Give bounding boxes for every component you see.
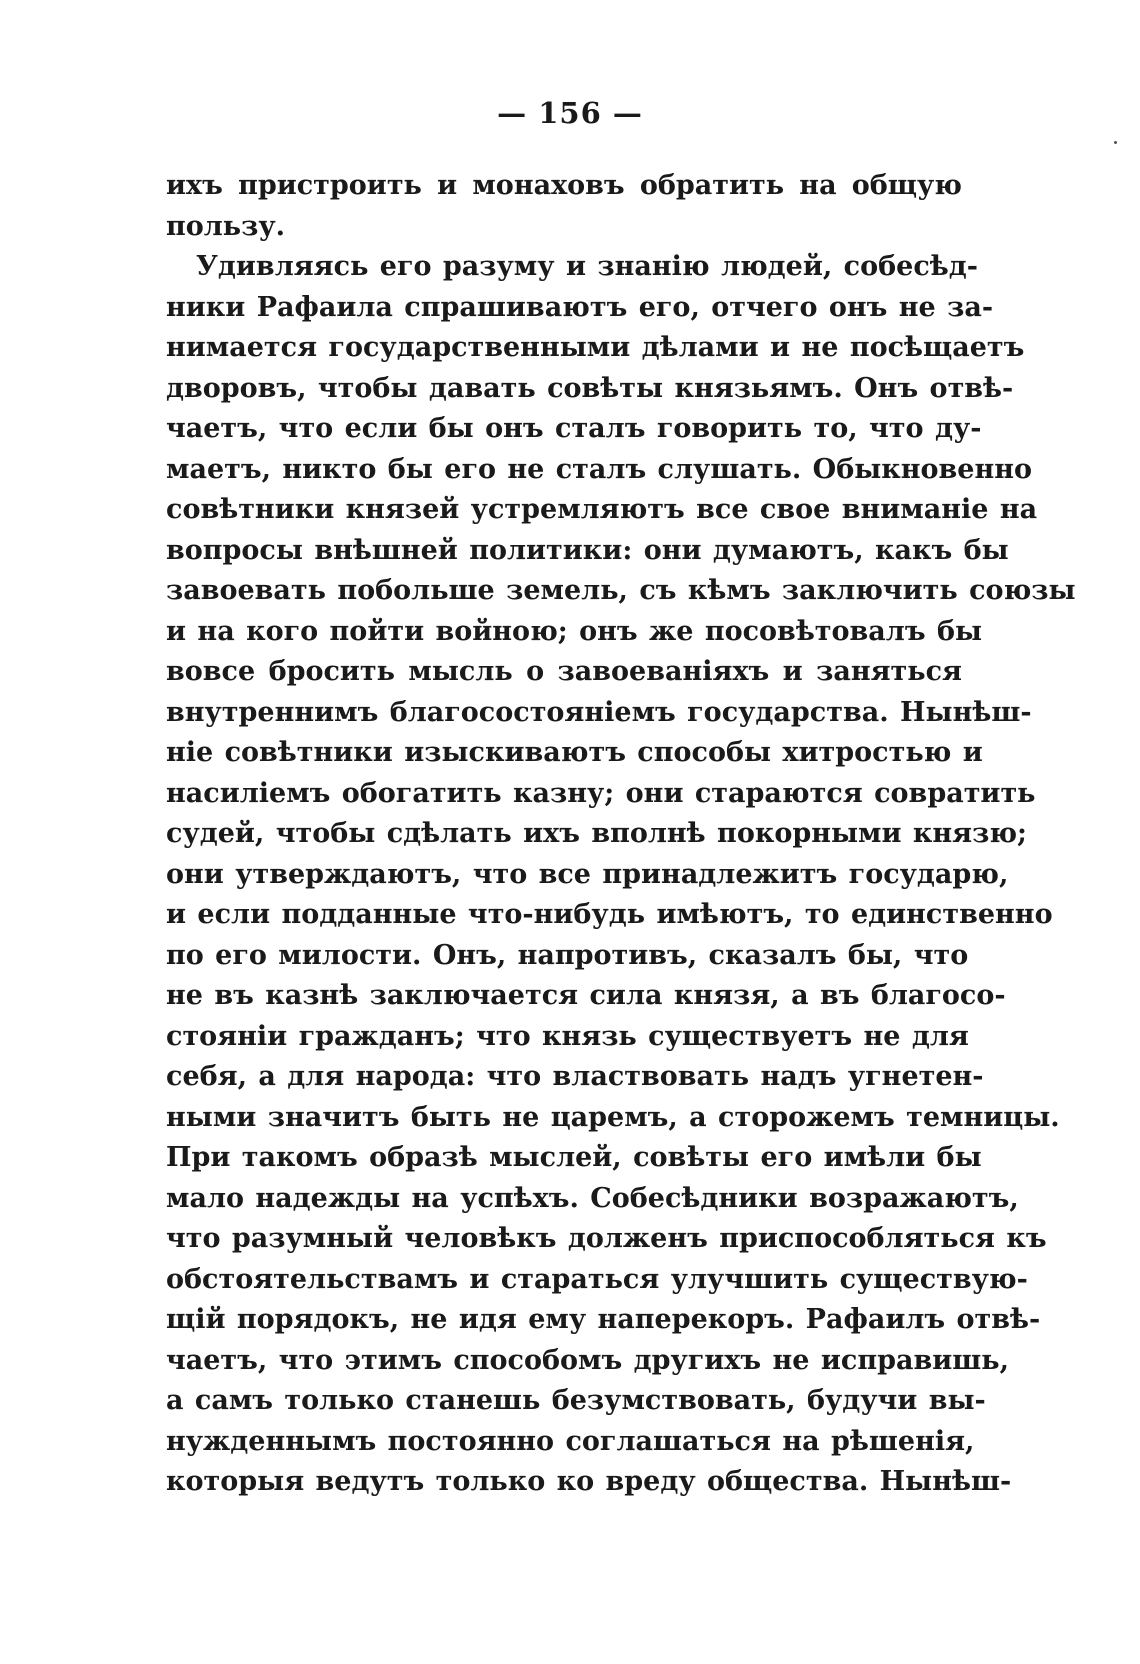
text-line: совѣтники князей устремляютъ все свое вниманіе на bbox=[166, 494, 1038, 525]
text-line: мало надежды на успѣхъ. Собесѣдники возражаютъ, bbox=[166, 1182, 1019, 1214]
text-line: которыя ведутъ только ко вреду общества. Нынѣш- bbox=[166, 1466, 1012, 1497]
text-line: а самъ только станешь безумствовать, будучи вы- bbox=[166, 1385, 986, 1416]
text-line: щій порядокъ, не идя ему наперекоръ. Рафаилъ отвѣ- bbox=[166, 1304, 1041, 1335]
text-line: ніе совѣтники изыскиваютъ способы хитростью и bbox=[166, 737, 983, 768]
text-line: внутреннимъ благосостояніемъ государства. Нынѣш- bbox=[166, 696, 1032, 728]
text-line: насиліемъ обогатить казну; они стараются совратить bbox=[166, 777, 1036, 809]
text-line: и если подданные что-нибудь имѣютъ, то единственно bbox=[166, 899, 1053, 930]
scan-speck bbox=[1114, 141, 1117, 144]
text-line: что разумный человѣкъ долженъ приспособляться къ bbox=[166, 1223, 1047, 1254]
text-line: При такомъ образѣ мыслей, совѣты его имѣли бы bbox=[166, 1142, 982, 1173]
text-line: вовсе бросить мысль о завоеваніяхъ и заняться bbox=[166, 656, 962, 687]
text-line: маетъ, никто бы его не сталъ слушать. Обыкновенно bbox=[166, 453, 1033, 485]
text-line: по его милости. Онъ, напротивъ, сказалъ бы, что bbox=[166, 939, 969, 971]
text-line: чаетъ, что этимъ способомъ другихъ не исправишь, bbox=[166, 1344, 1009, 1376]
text-line: судей, чтобы сдѣлать ихъ вполнѣ покорными князю; bbox=[166, 818, 1028, 849]
text-line: ники Рафаила спрашиваютъ его, отчего онъ не за- bbox=[166, 291, 994, 323]
text-line: не въ казнѣ заключается сила князя, а въ благосо- bbox=[166, 980, 1006, 1011]
text-line: нужденнымъ постоянно соглашаться на рѣшенія, bbox=[166, 1425, 975, 1457]
text-line: вопросы внѣшней политики: они думаютъ, какъ бы bbox=[166, 534, 1009, 566]
text-line: дворовъ, чтобы давать совѣты князьямъ. Онъ отвѣ- bbox=[166, 372, 1014, 404]
text-line: обстоятельствамъ и стараться улучшить существую- bbox=[166, 1263, 1028, 1295]
text-line: пользу. bbox=[166, 210, 286, 242]
text-line: нимается государственными дѣлами и не посѣщаетъ bbox=[166, 332, 1025, 363]
paragraph-start-line: Удивляясь его разуму и знанію людей, собесѣд- bbox=[196, 251, 978, 282]
text-line: ными значитъ быть не царемъ, а сторожемъ темницы. bbox=[166, 1101, 1060, 1133]
body-text bbox=[166, 166, 1076, 1503]
text-line: завоевать побольше земель, съ кѣмъ заключить союзы bbox=[166, 575, 1076, 606]
text-line: и на кого пойти войною; онъ же посовѣтовалъ бы bbox=[166, 615, 983, 647]
text-line: себя, а для народа: что властвовать надъ угнетен- bbox=[166, 1061, 984, 1092]
text-line: стояніи гражданъ; что князь существуетъ не для bbox=[166, 1020, 969, 1052]
text-line: ихъ пристроить и монаховъ обратить на общую bbox=[166, 170, 962, 201]
text-line: чаетъ, что если бы онъ сталъ говорить то, что ду- bbox=[166, 413, 982, 444]
page-number: — 156 — bbox=[497, 96, 643, 130]
text-line: они утверждаютъ, что все принадлежитъ государю, bbox=[166, 858, 1009, 890]
